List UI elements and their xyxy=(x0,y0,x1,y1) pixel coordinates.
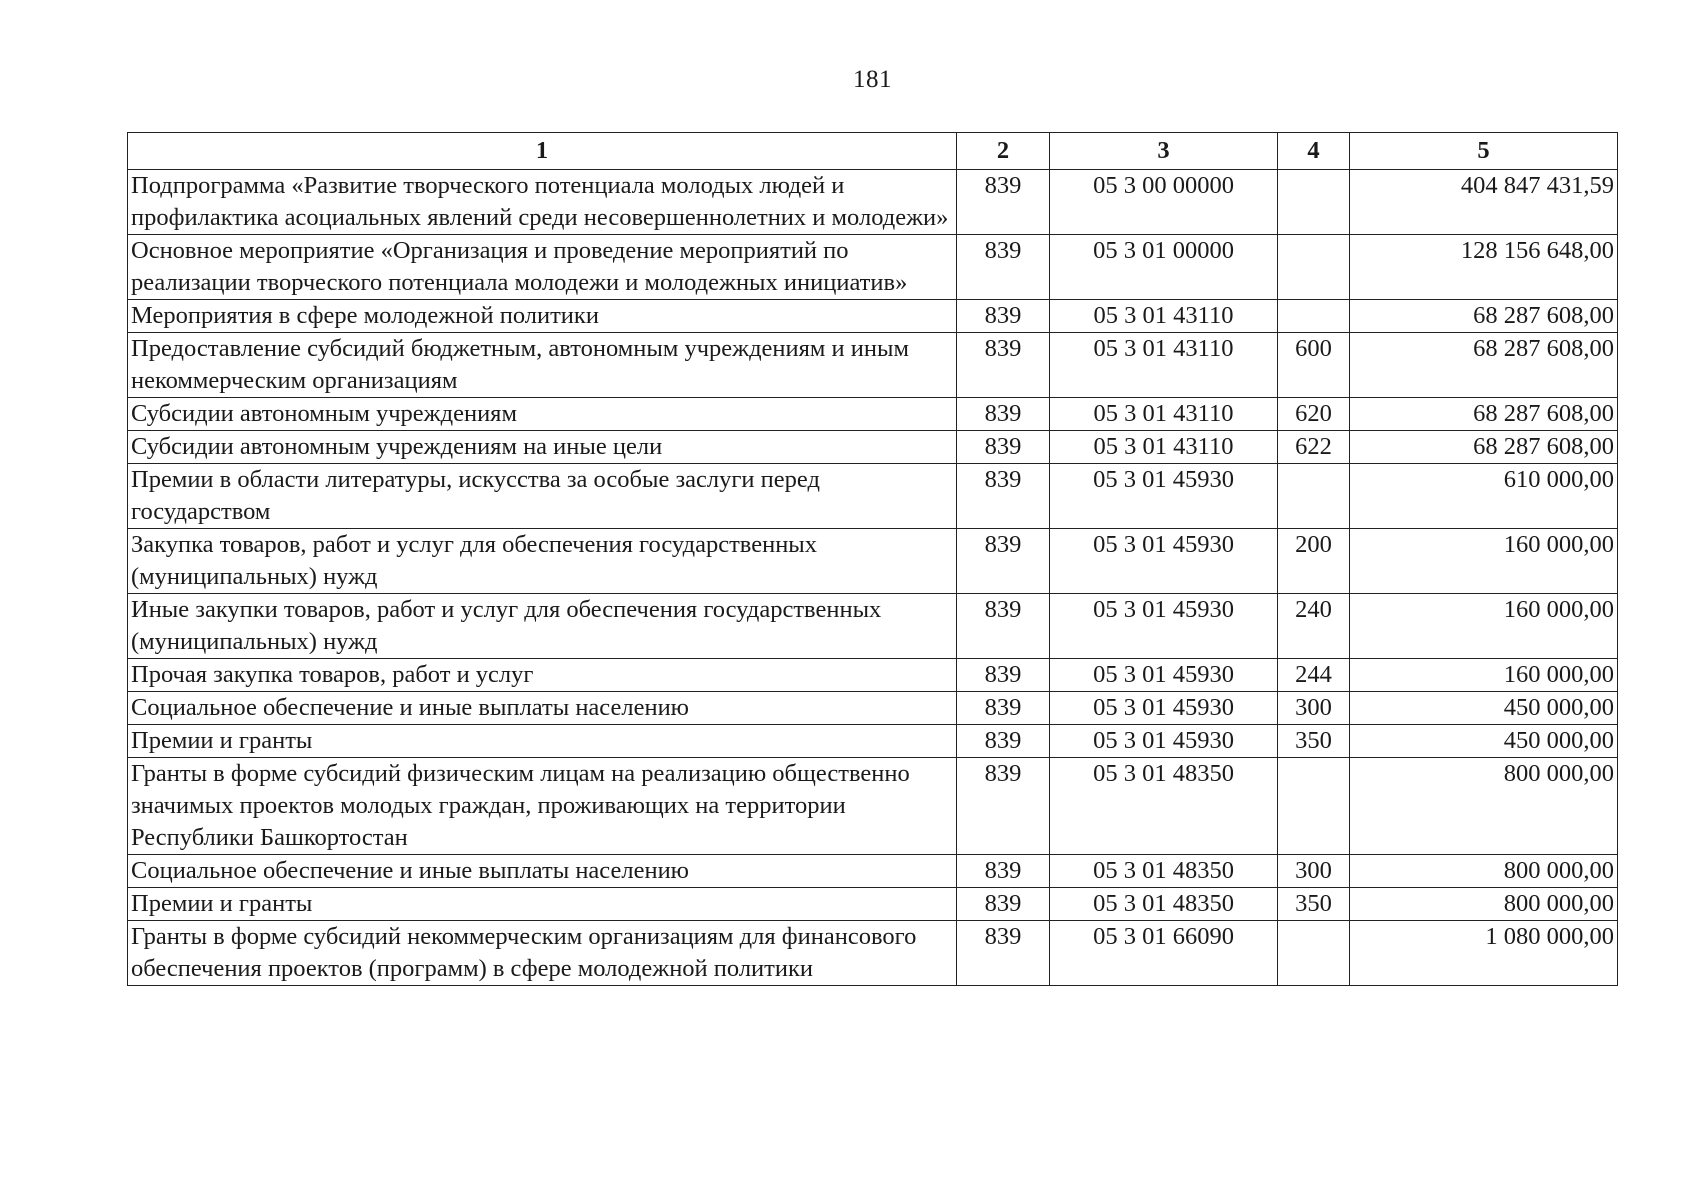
row-csr-cell: 05 3 01 45930 xyxy=(1050,464,1278,529)
row-vr-cell: 620 xyxy=(1278,398,1350,431)
table-row xyxy=(128,921,1618,986)
row-vr-cell xyxy=(1278,464,1350,529)
row-name-cell: Премии в области литературы, искусства за особые заслуги перед государством xyxy=(128,464,957,529)
row-ved-cell: 839 xyxy=(957,594,1050,659)
row-sum-cell: 68 287 608,00 xyxy=(1350,300,1618,333)
table-row xyxy=(128,235,1618,300)
row-name-cell: Мероприятия в сфере молодежной политики xyxy=(128,300,957,333)
row-ved-cell: 839 xyxy=(957,692,1050,725)
row-name-cell: Прочая закупка товаров, работ и услуг xyxy=(128,659,957,692)
row-ved-cell: 839 xyxy=(957,170,1050,235)
row-sum-cell: 404 847 431,59 xyxy=(1350,170,1618,235)
row-csr-cell: 05 3 00 00000 xyxy=(1050,170,1278,235)
row-vr-cell xyxy=(1278,921,1350,986)
row-name-cell: Социальное обеспечение и иные выплаты населению xyxy=(128,855,957,888)
row-vr-cell: 200 xyxy=(1278,529,1350,594)
table-row xyxy=(128,300,1618,333)
row-sum-cell: 68 287 608,00 xyxy=(1350,398,1618,431)
row-sum-cell: 800 000,00 xyxy=(1350,758,1618,855)
row-sum-cell: 800 000,00 xyxy=(1350,855,1618,888)
row-csr-cell: 05 3 01 43110 xyxy=(1050,333,1278,398)
row-name-cell: Субсидии автономным учреждениям xyxy=(128,398,957,431)
row-vr-cell: 300 xyxy=(1278,855,1350,888)
row-vr-cell xyxy=(1278,235,1350,300)
budget-table xyxy=(127,132,1618,986)
row-sum-cell: 1 080 000,00 xyxy=(1350,921,1618,986)
table-row xyxy=(128,855,1618,888)
row-sum-cell: 160 000,00 xyxy=(1350,594,1618,659)
row-csr-cell: 05 3 01 45930 xyxy=(1050,529,1278,594)
row-csr-cell: 05 3 01 48350 xyxy=(1050,888,1278,921)
row-vr-cell xyxy=(1278,758,1350,855)
row-ved-cell: 839 xyxy=(957,398,1050,431)
row-ved-cell: 839 xyxy=(957,855,1050,888)
table-row xyxy=(128,170,1618,235)
row-ved-cell: 839 xyxy=(957,235,1050,300)
table-row xyxy=(128,464,1618,529)
row-csr-cell: 05 3 01 45930 xyxy=(1050,659,1278,692)
table-row xyxy=(128,888,1618,921)
row-ved-cell: 839 xyxy=(957,333,1050,398)
column-header-5: 5 xyxy=(1350,133,1618,170)
row-vr-cell: 350 xyxy=(1278,888,1350,921)
table-row xyxy=(128,692,1618,725)
row-csr-cell: 05 3 01 00000 xyxy=(1050,235,1278,300)
row-ved-cell: 839 xyxy=(957,300,1050,333)
row-name-cell: Гранты в форме субсидий некоммерческим организациям для финансового обеспечения проектов (программ) в сфере молодежной политики xyxy=(128,921,957,986)
row-name-cell: Гранты в форме субсидий физическим лицам на реализацию общественно значимых проектов молодых граждан, проживающих на территории Республики Башкортостан xyxy=(128,758,957,855)
row-name-cell: Субсидии автономным учреждениям на иные цели xyxy=(128,431,957,464)
table-row xyxy=(128,725,1618,758)
row-ved-cell: 839 xyxy=(957,659,1050,692)
table-row xyxy=(128,758,1618,855)
column-header-2: 2 xyxy=(957,133,1050,170)
column-header-3: 3 xyxy=(1050,133,1278,170)
row-ved-cell: 839 xyxy=(957,529,1050,594)
table-header-row xyxy=(128,133,1618,170)
row-name-cell: Социальное обеспечение и иные выплаты населению xyxy=(128,692,957,725)
row-csr-cell: 05 3 01 43110 xyxy=(1050,300,1278,333)
row-vr-cell: 350 xyxy=(1278,725,1350,758)
row-csr-cell: 05 3 01 43110 xyxy=(1050,398,1278,431)
row-sum-cell: 68 287 608,00 xyxy=(1350,431,1618,464)
row-csr-cell: 05 3 01 48350 xyxy=(1050,758,1278,855)
table-row xyxy=(128,529,1618,594)
table-row xyxy=(128,594,1618,659)
row-csr-cell: 05 3 01 45930 xyxy=(1050,725,1278,758)
row-csr-cell: 05 3 01 48350 xyxy=(1050,855,1278,888)
row-sum-cell: 68 287 608,00 xyxy=(1350,333,1618,398)
row-ved-cell: 839 xyxy=(957,431,1050,464)
row-vr-cell xyxy=(1278,300,1350,333)
row-vr-cell: 244 xyxy=(1278,659,1350,692)
row-csr-cell: 05 3 01 66090 xyxy=(1050,921,1278,986)
row-sum-cell: 160 000,00 xyxy=(1350,659,1618,692)
row-vr-cell xyxy=(1278,170,1350,235)
row-name-cell: Основное мероприятие «Организация и проведение мероприятий по реализации творческого потенциала молодежи и молодежных инициатив» xyxy=(128,235,957,300)
row-sum-cell: 450 000,00 xyxy=(1350,692,1618,725)
row-vr-cell: 622 xyxy=(1278,431,1350,464)
row-name-cell: Иные закупки товаров, работ и услуг для обеспечения государственных (муниципальных) нужд xyxy=(128,594,957,659)
row-sum-cell: 800 000,00 xyxy=(1350,888,1618,921)
row-csr-cell: 05 3 01 43110 xyxy=(1050,431,1278,464)
row-sum-cell: 128 156 648,00 xyxy=(1350,235,1618,300)
row-ved-cell: 839 xyxy=(957,888,1050,921)
row-name-cell: Премии и гранты xyxy=(128,888,957,921)
row-vr-cell: 240 xyxy=(1278,594,1350,659)
row-name-cell: Предоставление субсидий бюджетным, автономным учреждениям и иным некоммерческим организациям xyxy=(128,333,957,398)
row-sum-cell: 450 000,00 xyxy=(1350,725,1618,758)
row-ved-cell: 839 xyxy=(957,921,1050,986)
column-header-1: 1 xyxy=(128,133,957,170)
column-header-4: 4 xyxy=(1278,133,1350,170)
row-ved-cell: 839 xyxy=(957,758,1050,855)
row-csr-cell: 05 3 01 45930 xyxy=(1050,692,1278,725)
table-row xyxy=(128,431,1618,464)
row-ved-cell: 839 xyxy=(957,464,1050,529)
row-vr-cell: 600 xyxy=(1278,333,1350,398)
table-row xyxy=(128,659,1618,692)
row-sum-cell: 160 000,00 xyxy=(1350,529,1618,594)
row-csr-cell: 05 3 01 45930 xyxy=(1050,594,1278,659)
row-name-cell: Закупка товаров, работ и услуг для обеспечения государственных (муниципальных) нужд xyxy=(128,529,957,594)
row-sum-cell: 610 000,00 xyxy=(1350,464,1618,529)
row-name-cell: Подпрограмма «Развитие творческого потенциала молодых людей и профилактика асоциальных явлений среди несовершеннолетних и молодежи» xyxy=(128,170,957,235)
row-name-cell: Премии и гранты xyxy=(128,725,957,758)
row-vr-cell: 300 xyxy=(1278,692,1350,725)
table-row xyxy=(128,398,1618,431)
table-row xyxy=(128,333,1618,398)
page-number: 181 xyxy=(853,66,892,93)
row-ved-cell: 839 xyxy=(957,725,1050,758)
